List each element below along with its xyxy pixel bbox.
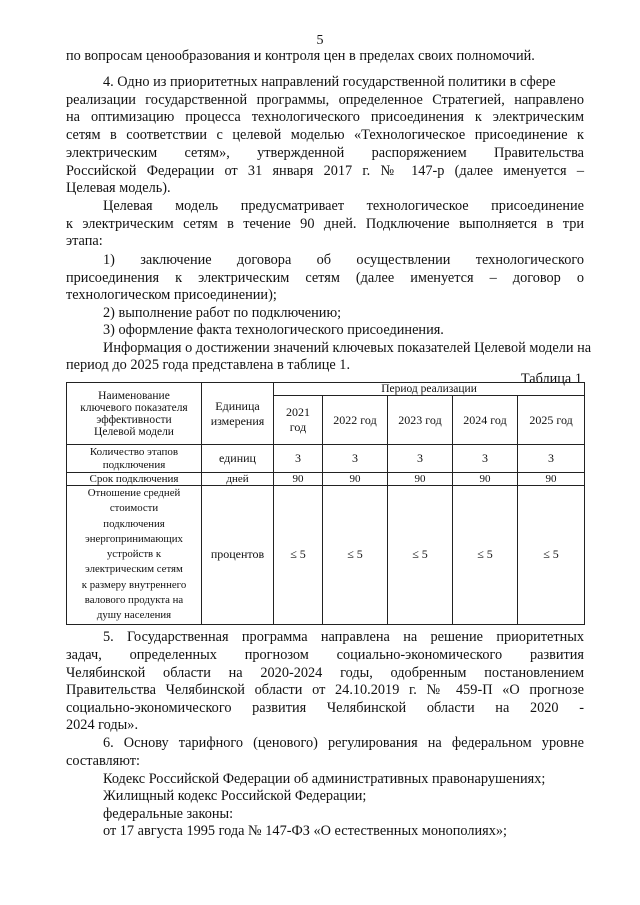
header-indicator-name: Наименование ключевого показателя эффективности Целевой модели	[67, 383, 202, 445]
page-number: 5	[316, 33, 324, 48]
text-line: этапа:	[66, 233, 103, 249]
row-unit: дней	[202, 473, 274, 486]
text-line: сетям в соответствии с целевой моделью «Технологическое присоединение к	[66, 127, 584, 143]
text-line: Информация о достижении значений ключевых показателей Целевой модели на	[103, 340, 592, 356]
text-line: Кодекс Российской Федерации об административных правонарушениях;	[103, 771, 546, 787]
text-line: электрическим сетям», утвержденной распоряжением Правительства	[66, 145, 584, 161]
text-line: присоединения к электрическим сетям (далее именуется – договор о	[66, 270, 584, 286]
header-period: Период реализации	[274, 383, 585, 396]
header-year: 2023 год	[388, 396, 453, 445]
text-line: 6. Основу тарифного (ценового) регулирования на федеральном уровне	[103, 735, 584, 751]
text-line: период до 2025 года представлена в таблице 1.	[66, 357, 351, 373]
text-line: составляют:	[66, 753, 140, 769]
row-value: ≤ 5	[388, 486, 453, 625]
row-name: Срок подключения	[67, 473, 202, 486]
text-line: 4. Одно из приоритетных направлений государственной политики в сфере	[103, 74, 556, 90]
text-line: 2) выполнение работ по подключению;	[103, 305, 342, 321]
row-value: 3	[274, 445, 323, 473]
header-unit: Единица измерения	[202, 383, 274, 445]
row-value: 90	[453, 473, 518, 486]
row-unit: единиц	[202, 445, 274, 473]
text-line: реализации государственной программы, определенное Стратегией, направлено	[66, 92, 584, 108]
row-value: 90	[388, 473, 453, 486]
text-line: Целевая модель).	[66, 180, 171, 196]
row-value: 90	[323, 473, 388, 486]
row-value: 90	[274, 473, 323, 486]
text-line: на оптимизацию процесса технологического присоединения к электрическим	[66, 109, 584, 125]
row-value: 90	[518, 473, 585, 486]
table-row	[67, 473, 585, 486]
header-year: 2022 год	[323, 396, 388, 445]
text-line: от 17 августа 1995 года № 147-ФЗ «О естественных монополиях»;	[103, 823, 508, 839]
text-line: социально-экономического развития Челябинской области на 2020 -	[66, 700, 584, 716]
text-line: Целевая модель предусматривает технологическое присоединение	[103, 198, 584, 214]
row-value: ≤ 5	[518, 486, 585, 625]
header-year: 2024 год	[453, 396, 518, 445]
text-line: технологическом присоединении);	[66, 287, 277, 303]
row-value: 3	[323, 445, 388, 473]
row-value: 3	[453, 445, 518, 473]
row-value: ≤ 5	[453, 486, 518, 625]
text-line: Жилищный кодекс Российской Федерации;	[103, 788, 367, 804]
indicators-table	[66, 382, 585, 625]
text-line: Челябинской области на 2020-2024 годы, одобренным постановлением	[66, 665, 584, 681]
table-row	[67, 445, 585, 473]
row-unit: процентов	[202, 486, 274, 625]
text-line: задач, определенных прогнозом социально-экономического развития	[66, 647, 584, 663]
header-year: 2025 год	[518, 396, 585, 445]
row-value: 3	[388, 445, 453, 473]
table-caption: Таблица 1	[520, 371, 582, 387]
text-line: к электрическим сетям в течение 90 дней. Подключение выполняется в три	[66, 216, 584, 232]
row-value: ≤ 5	[274, 486, 323, 625]
text-line: по вопросам ценообразования и контроля цен в пределах своих полномочий.	[66, 48, 535, 64]
text-line: 2024 годы».	[66, 717, 139, 733]
row-value: ≤ 5	[323, 486, 388, 625]
text-line: Правительства Челябинской области от 24.10.2019 г. № 459-П «О прогнозе	[66, 682, 584, 698]
text-line: федеральные законы:	[103, 806, 234, 822]
header-year: 2021 год	[274, 396, 323, 445]
table-row	[67, 486, 585, 625]
text-line: Российской Федерации от 31 января 2017 г. № 147-р (далее именуется –	[66, 163, 584, 179]
text-line: 3) оформление факта технологического присоединения.	[103, 322, 444, 338]
row-value: 3	[518, 445, 585, 473]
row-name: Количество этапов подключения	[67, 445, 202, 473]
text-line: 1) заключение договора об осуществлении технологического	[103, 252, 584, 268]
row-name: Отношение средней стоимости подключения энергопринимающих устройств к электрическим сетям к размеру внутреннего валового продукта на душу населения	[67, 486, 202, 625]
text-line: 5. Государственная программа направлена на решение приоритетных	[103, 629, 584, 645]
